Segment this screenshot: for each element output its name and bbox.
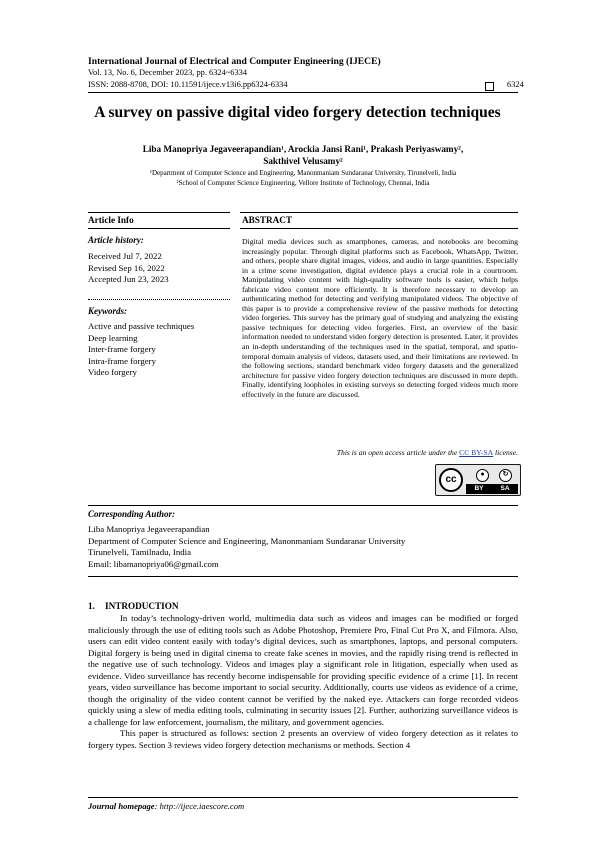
corresponding-details [88, 524, 518, 570]
corresponding-email: Email: libamanopriya06@gmail.com [88, 558, 219, 569]
corresponding-line: Department of Computer Science and Engineering, Manonmaniam Sundaranar University [88, 535, 406, 546]
journal-volume: Vol. 13, No. 6, December 2023, pp. 6324~6334 [88, 68, 248, 77]
keyword-list [88, 321, 238, 379]
cc-sa-label: SA [500, 485, 510, 492]
history-item: Accepted Jun 23, 2023 [88, 274, 169, 285]
section-body [88, 613, 518, 752]
license-link[interactable]: CC BY-SA [459, 448, 494, 457]
author-line: Sakthivel Velusamy² [263, 155, 343, 166]
author-list [88, 144, 518, 167]
section-heading [88, 601, 179, 611]
journal-issn-doi: ISSN: 2088-8708, DOI: 10.11591/ijece.v13i6.pp6324-6334 [88, 80, 288, 89]
journal-title: International Journal of Electrical and Computer Engineering (IJECE) [88, 56, 381, 67]
history-label: Article history: [88, 235, 144, 245]
history-item: Revised Sep 16, 2022 [88, 262, 165, 273]
affiliation: ²School of Computer Science Engineering, Vellore Institute of Technology, Chennai, India [176, 179, 430, 187]
keywords-label: Keywords: [88, 306, 127, 316]
cc-by-label: BY [474, 485, 484, 492]
abstract-text: Digital media devices such as smartphones, cameras, and notebooks are becoming increasingly popular. Through digital platforms such as Facebook, WhatsApp, Twitter, and others, people share digital images, videos, and audio in large quantities. Especially in a crime scene investigation, digital evidence plays a crucial role in a courtroom. Manipulating video content with high-quality software tools is easier, which helps fabricate video content more efficiently. It is therefore necessary to develop an authenticating method for detecting and verifying manipulated videos. The objective of this paper is to provide a comprehensive review of the passive methods for detecting video forgeries. This survey has the primary goal of studying and analyzing the existing passive techniques for detecting video forgeries. First, an overview of the basic information needed to understand video forgery detection is presented. Later, it provides an in-depth understanding of the techniques used in the spatial, temporal, and spatio-temporal domain analysis of videos, datasets used, and their limitations are reviewed. In the following sections, standard benchmark video forgery datasets and the generalized architecture for passive video forgery detection techniques are discussed in more depth. Finally, identifying loopholes in existing surveys so detecting forged videos much more effectively in the future are discussed. [242, 237, 518, 399]
keyword-item: Inter-frame forgery [88, 344, 156, 355]
corresponding-line: Liba Manopriya Jegaveerapandian [88, 524, 210, 534]
info-divider [88, 299, 230, 300]
corresponding-heading: Corresponding Author: [88, 509, 175, 519]
info-top-rule [88, 212, 230, 213]
affiliation: ¹Department of Computer Science and Engineering, Manonmaniam Sundaranar University, Tirunelveli, India [149, 169, 457, 177]
open-access-prefix: This is an open access article under the [336, 448, 460, 457]
info-heading-rule [88, 228, 230, 229]
section-number: 1. [88, 601, 95, 611]
person-icon: ● [476, 469, 489, 482]
section-title: INTRODUCTION [105, 601, 179, 611]
keyword-item: Deep learning [88, 332, 138, 343]
paper-title: A survey on passive digital video forgery detection techniques [94, 104, 501, 121]
share-alike-icon: ↻ [499, 469, 512, 482]
corresponding-bottom-rule [88, 576, 518, 577]
keyword-item: Video forgery [88, 367, 137, 378]
article-info-heading: Article Info [88, 215, 134, 225]
history-item: Received Jul 7, 2022 [88, 251, 162, 261]
corresponding-top-rule [88, 505, 518, 506]
homepage-label: Journal homepage [88, 801, 155, 811]
open-access-note [242, 448, 518, 457]
homepage-url[interactable]: : http://ijece.iaescore.com [154, 801, 245, 811]
abstract-heading: ABSTRACT [242, 215, 293, 225]
page-box-icon [485, 82, 494, 91]
corresponding-line: Tirunelveli, Tamilnadu, India [88, 547, 191, 558]
journal-homepage [88, 801, 244, 811]
keyword-item: Intra-frame forgery [88, 355, 156, 366]
page-number: 6324 [507, 80, 524, 89]
body-paragraph: In today’s technology-driven world, multimedia data such as videos and images can be modified or forged maliciously through the use of editing tools such as Adobe Photoshop, Premiere Pro, Final Cut Pro X, and Filmora. Also, users can edit video content easily with today’s digital devices, such as smartphones, laptops, and personal computers. Digital forgery is being used in digital cinema to create fake scenes in movies, and the rapidly rising trend is reflected in the negative use of such technology. Videos and images play a significant role in litigation, especially when used as evidence. Video surveillance has recently become indispensable for providing specific evidence of a crime [1]. In recent years, video surveillance has become important to social security. Additionally, courts use videos as evidence of a crime, though the originality of the video content cannot be verified by the naked eye. Attackers can forge recorded videos quickly using a slew of media editing tools, culminating in security issues [2]. Further, authorizing surveillance videos is a challenge for law enforcement, journalism, the military, and government agencies. [88, 613, 518, 727]
body-paragraph: This paper is structured as follows: section 2 presents an overview of video forgery detection as it relates to forgery types. Section 3 reviews video forgery detection mechanisms or methods. Section 4 [88, 728, 518, 751]
history-list [88, 251, 238, 286]
cc-badge-bar [466, 484, 518, 494]
header-rule [88, 92, 518, 93]
footer-rule [88, 797, 518, 798]
cc-license-badge[interactable] [435, 464, 521, 496]
creative-commons-icon: cc [439, 468, 463, 492]
open-access-suffix: license. [493, 448, 518, 457]
author-line: Liba Manopriya Jegaveerapandian¹, Arockia Jansi Rani¹, Prakash Periyaswamy², [142, 144, 464, 154]
abstract-heading-rule [240, 228, 518, 229]
keyword-item: Active and passive techniques [88, 321, 195, 331]
abstract-top-rule [240, 212, 518, 213]
